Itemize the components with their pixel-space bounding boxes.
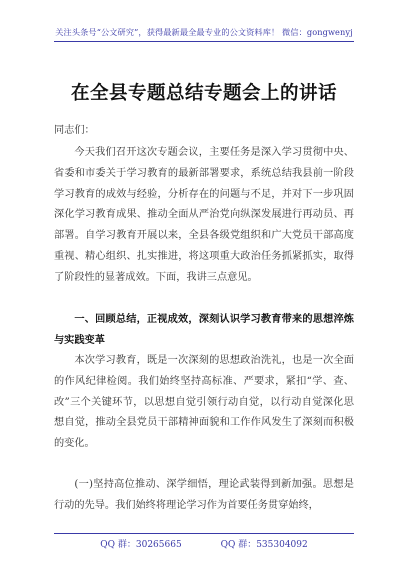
- document-title: 在全县专题总结专题会上的讲话: [70, 83, 337, 104]
- footer-qq-group-1: QQ 群：30265665: [100, 540, 182, 550]
- greeting: 同志们：: [54, 125, 95, 136]
- footer: [0, 537, 408, 550]
- paragraph-review: 本次学习教育，既是一次深刻的思想政治洗礼，也是一次全面的作风纪律检阅。我们始终坚持高标准、严要求，紧扣“学、查、改”三个关键环节，以思想自觉引领行动自觉，以行动自觉深化思想自觉，推动全县党员干部精神面貌和工作作风发生了深刻而积极的变化。: [54, 355, 354, 450]
- header-note: 关注头条号“公文研究”，获得最新最全最专业的公文资料库！ 微信：gongwenyj: [55, 27, 353, 37]
- section-heading-1: 一、回顾总结，正视成效，深刻认识学习教育带来的思想淬炼与实践变革: [54, 313, 354, 346]
- footer-divider: [54, 533, 354, 534]
- header-divider: [54, 41, 354, 42]
- paragraph-intro: 今天我们召开这次专题会议，主要任务是深入学习贯彻中央、省委和市委关于学习教育的最新部署要求，系统总结我县前一阶段学习教育的成效与经验，分析存在的问题与不足，并对下一步巩固深化学习教育成果、推动全面从严治党向纵深发展进行再动员、再部署。自学习教育开展以来，全县各级党组织和广大党员干部高度重视、精心组织、扎实推进，将这项重大政治任务抓紧抓实，取得了阶段性的显著成效。下面，我讲三点意见。: [54, 147, 354, 283]
- footer-qq-group-2: QQ 群：535304092: [220, 540, 308, 550]
- paragraph-subsection-1: (一)坚持高位推动、深学细悟，理论武装得到新加强。思想是行动的先导。我们始终将理论学习作为首要任务贯穿始终，: [54, 479, 354, 511]
